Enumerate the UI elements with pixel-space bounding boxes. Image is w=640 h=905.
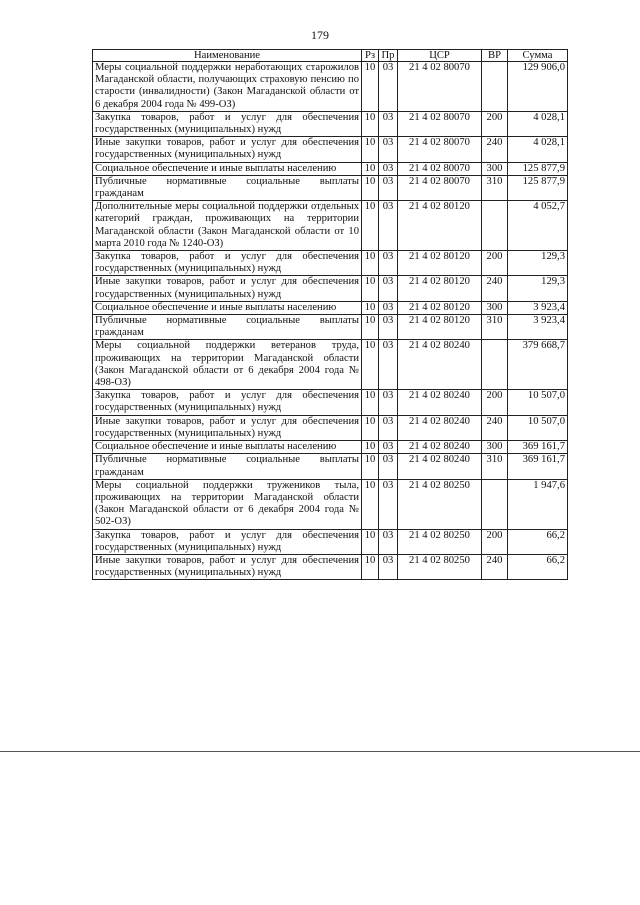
cell-rz: 10 (362, 111, 379, 136)
cell-csr: 21 4 02 80240 (398, 390, 482, 415)
cell-pr: 03 (379, 340, 398, 390)
cell-vr: 240 (482, 276, 508, 301)
table-row (93, 454, 568, 479)
table-row (93, 251, 568, 276)
cell-name: Меры социальной поддержки ветеранов труда, проживающих на территории Магаданской области (Закон Магаданской области от 6 декабря 2004 года № 498-ОЗ) (93, 340, 362, 390)
cell-rz: 10 (362, 454, 379, 479)
table-row (93, 415, 568, 440)
cell-csr: 21 4 02 80240 (398, 441, 482, 454)
cell-sum: 125 877,9 (508, 175, 568, 200)
cell-rz: 10 (362, 415, 379, 440)
cell-rz: 10 (362, 175, 379, 200)
cell-vr: 310 (482, 175, 508, 200)
cell-name: Иные закупки товаров, работ и услуг для обеспечения государственных (муниципальных) нужд (93, 554, 362, 579)
cell-csr: 21 4 02 80070 (398, 111, 482, 136)
cell-csr: 21 4 02 80120 (398, 301, 482, 314)
cell-sum: 10 507,0 (508, 390, 568, 415)
cell-csr: 21 4 02 80250 (398, 479, 482, 529)
cell-sum: 3 923,4 (508, 315, 568, 340)
cell-rz: 10 (362, 554, 379, 579)
cell-sum: 125 877,9 (508, 162, 568, 175)
header-sum: Сумма (508, 50, 568, 62)
cell-csr: 21 4 02 80250 (398, 529, 482, 554)
header-pr: Пр (379, 50, 398, 62)
cell-csr: 21 4 02 80240 (398, 454, 482, 479)
cell-vr (482, 479, 508, 529)
cell-sum: 3 923,4 (508, 301, 568, 314)
cell-name: Иные закупки товаров, работ и услуг для обеспечения государственных (муниципальных) нужд (93, 415, 362, 440)
cell-name: Меры социальной поддержки тружеников тыла, проживающих на территории Магаданской области (Закон Магаданской области от 6 декабря 2004 года № 502-ОЗ) (93, 479, 362, 529)
cell-name: Социальное обеспечение и иные выплаты населению (93, 162, 362, 175)
cell-vr: 240 (482, 554, 508, 579)
cell-pr: 03 (379, 479, 398, 529)
cell-pr: 03 (379, 315, 398, 340)
table-row (93, 201, 568, 251)
table-row (93, 111, 568, 136)
header-vr: ВР (482, 50, 508, 62)
cell-name: Дополнительные меры социальной поддержки отдельных категорий граждан, проживающих на территории Магаданской области (Закон Магаданской области от 10 марта 2010 года № 1240-ОЗ) (93, 201, 362, 251)
cell-pr: 03 (379, 441, 398, 454)
cell-sum: 66,2 (508, 554, 568, 579)
table-row (93, 315, 568, 340)
cell-sum: 129 906,0 (508, 62, 568, 112)
table-row (93, 137, 568, 162)
table-header-row (93, 50, 568, 62)
cell-rz: 10 (362, 137, 379, 162)
cell-csr: 21 4 02 80240 (398, 415, 482, 440)
cell-sum: 379 668,7 (508, 340, 568, 390)
table-row (93, 529, 568, 554)
cell-sum: 4 028,1 (508, 111, 568, 136)
table-row (93, 175, 568, 200)
page-number: 179 (311, 28, 329, 42)
cell-pr: 03 (379, 137, 398, 162)
cell-vr: 240 (482, 415, 508, 440)
cell-vr (482, 340, 508, 390)
table-row (93, 441, 568, 454)
cell-vr: 300 (482, 162, 508, 175)
cell-csr: 21 4 02 80240 (398, 340, 482, 390)
cell-rz: 10 (362, 390, 379, 415)
cell-rz: 10 (362, 315, 379, 340)
cell-rz: 10 (362, 479, 379, 529)
cell-sum: 4 028,1 (508, 137, 568, 162)
cell-name: Социальное обеспечение и иные выплаты населению (93, 441, 362, 454)
cell-pr: 03 (379, 554, 398, 579)
cell-rz: 10 (362, 162, 379, 175)
cell-name: Закупка товаров, работ и услуг для обеспечения государственных (муниципальных) нужд (93, 251, 362, 276)
cell-rz: 10 (362, 340, 379, 390)
cell-sum: 66,2 (508, 529, 568, 554)
cell-pr: 03 (379, 415, 398, 440)
cell-rz: 10 (362, 441, 379, 454)
cell-vr: 200 (482, 251, 508, 276)
cell-rz: 10 (362, 201, 379, 251)
cell-pr: 03 (379, 454, 398, 479)
cell-pr: 03 (379, 162, 398, 175)
cell-pr: 03 (379, 301, 398, 314)
header-name: Наименование (93, 50, 362, 62)
cell-vr: 310 (482, 315, 508, 340)
cell-csr: 21 4 02 80120 (398, 276, 482, 301)
cell-name: Иные закупки товаров, работ и услуг для обеспечения государственных (муниципальных) нужд (93, 276, 362, 301)
cell-vr: 200 (482, 111, 508, 136)
cell-name: Закупка товаров, работ и услуг для обеспечения государственных (муниципальных) нужд (93, 390, 362, 415)
cell-vr: 300 (482, 441, 508, 454)
table-body (93, 62, 568, 580)
footer-rule (0, 751, 640, 752)
header-csr: ЦСР (398, 50, 482, 62)
cell-name: Публичные нормативные социальные выплаты гражданам (93, 454, 362, 479)
cell-rz: 10 (362, 301, 379, 314)
cell-pr: 03 (379, 175, 398, 200)
cell-rz: 10 (362, 276, 379, 301)
cell-pr: 03 (379, 201, 398, 251)
cell-csr: 21 4 02 80250 (398, 554, 482, 579)
cell-pr: 03 (379, 276, 398, 301)
cell-vr: 200 (482, 390, 508, 415)
cell-sum: 4 052,7 (508, 201, 568, 251)
cell-name: Публичные нормативные социальные выплаты гражданам (93, 175, 362, 200)
cell-vr: 200 (482, 529, 508, 554)
cell-vr (482, 62, 508, 112)
header-rz: Рз (362, 50, 379, 62)
cell-vr: 240 (482, 137, 508, 162)
cell-sum: 369 161,7 (508, 454, 568, 479)
cell-name: Закупка товаров, работ и услуг для обеспечения государственных (муниципальных) нужд (93, 111, 362, 136)
cell-csr: 21 4 02 80070 (398, 162, 482, 175)
cell-rz: 10 (362, 62, 379, 112)
cell-name: Иные закупки товаров, работ и услуг для обеспечения государственных (муниципальных) нужд (93, 137, 362, 162)
cell-sum: 10 507,0 (508, 415, 568, 440)
cell-csr: 21 4 02 80070 (398, 62, 482, 112)
cell-sum: 129,3 (508, 276, 568, 301)
cell-csr: 21 4 02 80120 (398, 201, 482, 251)
cell-vr: 310 (482, 454, 508, 479)
cell-vr (482, 201, 508, 251)
table-row (93, 479, 568, 529)
table-row (93, 301, 568, 314)
budget-table (92, 49, 568, 580)
cell-vr: 300 (482, 301, 508, 314)
cell-csr: 21 4 02 80120 (398, 315, 482, 340)
cell-pr: 03 (379, 62, 398, 112)
table-row (93, 340, 568, 390)
cell-sum: 1 947,6 (508, 479, 568, 529)
cell-sum: 129,3 (508, 251, 568, 276)
cell-pr: 03 (379, 529, 398, 554)
table-row (93, 276, 568, 301)
cell-csr: 21 4 02 80070 (398, 137, 482, 162)
cell-name: Публичные нормативные социальные выплаты гражданам (93, 315, 362, 340)
cell-csr: 21 4 02 80070 (398, 175, 482, 200)
table-row (93, 390, 568, 415)
table-row (93, 554, 568, 579)
cell-name: Меры социальной поддержки неработающих старожилов Магаданской области, получающих страховую пенсию по старости (инвалидности) (Закон Магаданской области от 6 декабря 2004 года № 499-ОЗ) (93, 62, 362, 112)
cell-rz: 10 (362, 251, 379, 276)
cell-pr: 03 (379, 111, 398, 136)
table-row (93, 162, 568, 175)
table-row (93, 62, 568, 112)
cell-pr: 03 (379, 390, 398, 415)
cell-pr: 03 (379, 251, 398, 276)
cell-name: Социальное обеспечение и иные выплаты населению (93, 301, 362, 314)
cell-rz: 10 (362, 529, 379, 554)
cell-sum: 369 161,7 (508, 441, 568, 454)
cell-csr: 21 4 02 80120 (398, 251, 482, 276)
cell-name: Закупка товаров, работ и услуг для обеспечения государственных (муниципальных) нужд (93, 529, 362, 554)
